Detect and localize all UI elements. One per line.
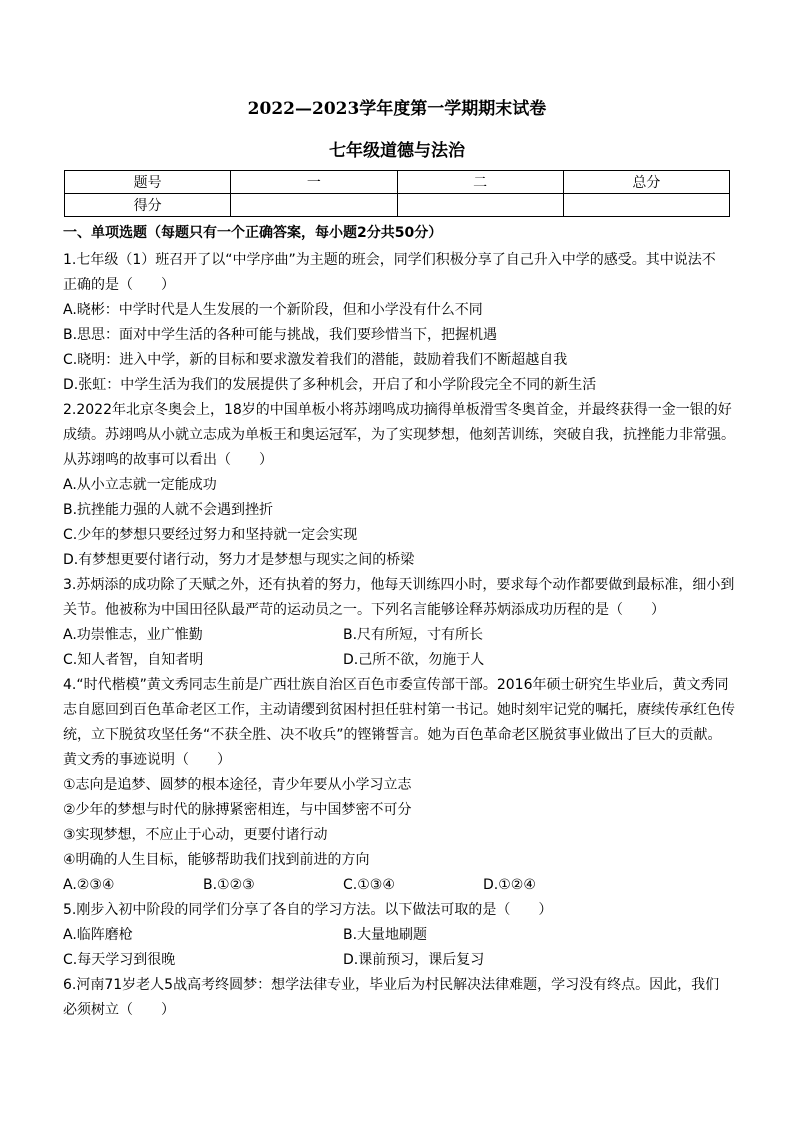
question-stem: 正确的是（ ） — [63, 277, 175, 293]
statement-4: ④明确的人生目标，能够帮助我们找到前进的方向 — [63, 852, 370, 868]
option-b: B.①②③ — [203, 877, 255, 893]
score-table-header-row — [65, 171, 730, 194]
question-stem: 成绩。苏翊鸣从小就立志成为单板王和奥运冠军，为了实现梦想，他刻苦训练，突破自我，抗挫能力非常强。 — [63, 427, 735, 443]
option-c: C.①③④ — [343, 877, 395, 893]
option-b: B.尺有所短，寸有所长 — [343, 627, 484, 643]
option-d: D.①②④ — [483, 877, 536, 893]
question-stem: 4.“时代楷模”黄文秀同志生前是广西壮族自治区百色市委宣传部干部。2016年硕士研究生毕业后，黄文秀同 — [63, 677, 729, 693]
question-stem: 5.刚步入初中阶段的同学们分享了各自的学习方法。以下做法可取的是（ ） — [63, 902, 553, 918]
score-input-cell[interactable] — [563, 194, 729, 217]
option-a: A.临阵磨枪 — [63, 927, 133, 943]
score-cell: 一 — [231, 171, 397, 194]
question-stem: 黄文秀的事迹说明（ ） — [63, 752, 231, 768]
score-input-cell[interactable] — [397, 194, 563, 217]
score-table-score-row — [65, 194, 730, 217]
question-stem: 1.七年级（1）班召开了以“中学序曲”为主题的班会，同学们积极分享了自己升入中学的感受。其中说法不 — [63, 252, 716, 268]
score-input-cell[interactable] — [231, 194, 397, 217]
option-d: D.张虹：中学生活为我们的发展提供了多种机会，开启了和小学阶段完全不同的新生活 — [63, 377, 597, 393]
exam-subtitle: 七年级道德与法治 — [329, 141, 465, 161]
question-stem: 6.河南71岁老人5战高考终圆梦：想学法律专业，毕业后为村民解决法律难题，学习没有终点。因此，我们 — [63, 977, 720, 993]
exam-title: 2022—2023学年度第一学期期末试卷 — [247, 99, 547, 119]
option-a: A.功崇惟志，业广惟勤 — [63, 627, 203, 643]
option-a: A.②③④ — [63, 877, 115, 893]
question-stem: 2.2022年北京冬奥会上，18岁的中国单板小将苏翊鸣成功摘得单板滑雪冬奥首金，并最终获得一金一银的好 — [63, 402, 732, 418]
question-stem: 志自愿回到百色革命老区工作，主动请缨到贫困村担任驻村第一书记。她时刻牢记党的嘱托，赓续传承红色传 — [63, 702, 735, 718]
section-heading: 一、单项选题（每题只有一个正确答案，每小题2分共50分） — [63, 225, 443, 241]
score-cell: 题号 — [65, 171, 231, 194]
option-d: D.课前预习，课后复习 — [343, 952, 485, 968]
option-a: A.晓彬：中学时代是人生发展的一个新阶段，但和小学没有什么不同 — [63, 302, 483, 318]
question-stem: 3.苏炳添的成功除了天赋之外，还有执着的努力，他每天训练四小时，要求每个动作都要做到最标准，细小到 — [63, 577, 735, 593]
option-d: D.有梦想更要付诸行动，努力才是梦想与现实之间的桥梁 — [63, 552, 415, 568]
statement-2: ②少年的梦想与时代的脉搏紧密相连，与中国梦密不可分 — [63, 802, 412, 818]
question-stem: 从苏翊鸣的故事可以看出（ ） — [63, 452, 273, 468]
option-c: C.每天学习到很晚 — [63, 952, 176, 968]
option-c: C.少年的梦想只要经过努力和坚持就一定会实现 — [63, 527, 358, 543]
score-table — [64, 170, 730, 217]
statement-1: ①志向是追梦、圆梦的根本途径，青少年要从小学习立志 — [63, 777, 412, 793]
statement-3: ③实现梦想，不应止于心动，更要付诸行动 — [63, 827, 328, 843]
option-c: C.知人者智，自知者明 — [63, 652, 204, 668]
option-c: C.晓明：进入中学，新的目标和要求激发着我们的潜能，鼓励着我们不断超越自我 — [63, 352, 568, 368]
option-b: B.思思：面对中学生活的各种可能与挑战，我们要珍惜当下，把握机遇 — [63, 327, 498, 343]
question-stem: 必须树立（ ） — [63, 1002, 175, 1018]
score-cell: 得分 — [65, 194, 231, 217]
question-stem: 关节。他被称为中国田径队最严苛的运动员之一。下列名言能够诠释苏炳添成功历程的是（ ） — [63, 602, 665, 618]
question-stem: 统，立下脱贫攻坚任务“不获全胜、决不收兵”的铿锵誓言。她为百色革命老区脱贫事业做出了巨大的贡献。 — [63, 727, 722, 743]
option-b: B.大量地刷题 — [343, 927, 428, 943]
option-d: D.己所不欲，勿施于人 — [343, 652, 485, 668]
option-b: B.抗挫能力强的人就不会遇到挫折 — [63, 502, 274, 518]
score-cell: 二 — [397, 171, 563, 194]
option-a: A.从小立志就一定能成功 — [63, 477, 217, 493]
score-cell: 总分 — [563, 171, 729, 194]
